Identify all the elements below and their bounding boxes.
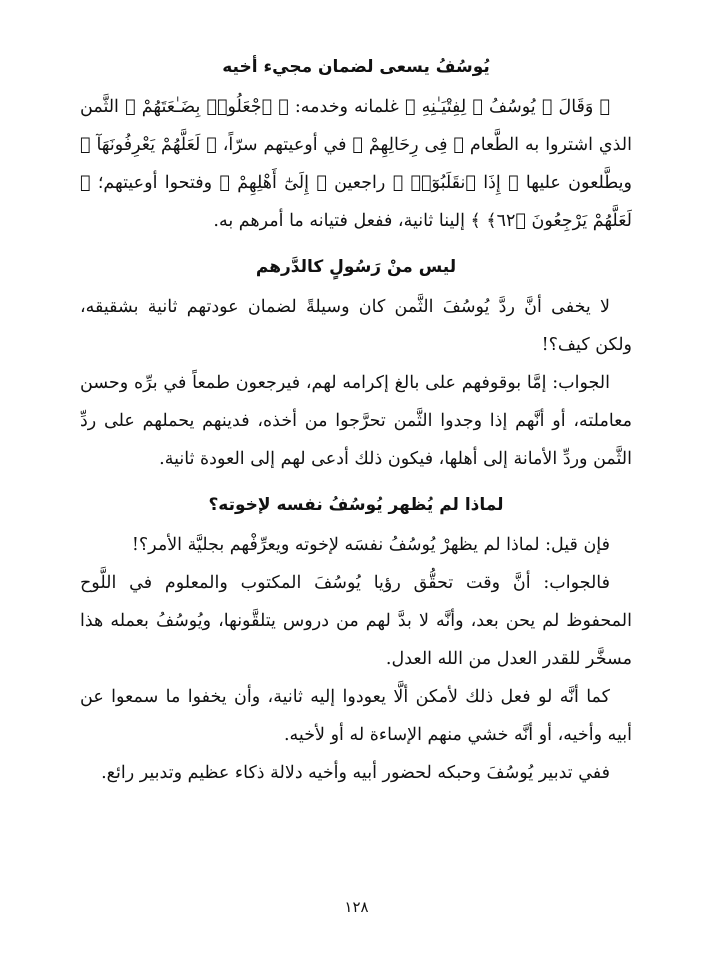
section-3-paragraph-2: فالجواب: أنَّ وقت تحقُّق رؤيا يُوسُفَ المكتوب والمعلوم في اللَّوح المحفوظ لم يحن بعد، وأنَّه لا بدَّ لهم من دروس يتلقَّونها، ويُوسُفُ بعمله هذا مسخَّر للقدر العدل من الله العدل. [80, 573, 632, 669]
section-2-paragraph-2: الجواب: إمَّا بوقوفهم على بالغ إكرامه لهم، فيرجعون طمعاً في برِّه وحسن معاملته، أو أنَّهم إذا وجدوا الثَّمن تحرَّجوا من أخذه، فدينهم يحملهم على ردِّ الثَّمن وردِّ الأمانة إلى أهلها، فيكون ذلك أدعى لهم إلى العودة ثانية. [80, 373, 632, 469]
page-body [80, 52, 632, 792]
section-title-2: ليس منْ رَسُولٍ كالدَّرهم [255, 257, 457, 277]
section-3-paragraph-3: كما أنَّه لو فعل ذلك لأمكن ألَّا يعودوا إليه ثانية، وأن يخفوا ما سمعوا عن أبيه وأخيه، أو أنَّه خشي منهم الإساءة له أو لأخيه. [80, 687, 632, 745]
section-title-3: لماذا لم يُظهر يُوسُفُ نفسه لإخوته؟ [208, 495, 504, 515]
page-number: ١٢٨ [344, 898, 369, 916]
section-3-paragraph-4: ففي تدبير يُوسُفَ وحبكه لحضور أبيه وأخيه دلالة ذكاء عظيم وتدبير رائع. [101, 763, 610, 783]
section-1-paragraph-1: ﴿ وَقَالَ ﴾ يُوسُفُ ﴿ لِفِتْيَـٰنِهِ ﴾ غلمانه وخدمه: ﴿ ٱجْعَلُوا۟ بِضَـٰعَتَهُمْ ﴾ الثَّمن الذي اشتروا به الطَّعام ﴿ فِى رِحَالِهِمْ ﴾ في أوعيتهم سرّاً، ﴿ لَعَلَّهُمْ يَعْرِفُونَهَآ ﴾ ويطَّلعون عليها ﴿ إِذَا ٱنقَلَبُوٓا۟ ﴾ راجعين ﴿ إِلَىٰٓ أَهْلِهِمْ ﴾ وفتحوا أوعيتهم؛ ﴿ لَعَلَّهُمْ يَرْجِعُونَ ﴿٦٢﴾ ﴾ إلينا ثانية، ففعل فتيانه ما أمرهم به. [80, 97, 632, 231]
section-3-paragraph-1: فإن قيل: لماذا لم يظهرْ يُوسُفُ نفسَه لإخوته ويعرِّفْهم بجليَّة الأمر؟! [131, 535, 610, 555]
section-2-paragraph-1: لا يخفى أنَّ ردَّ يُوسُفَ الثَّمن كان وسيلةً لضمان عودتهم ثانية بشقيقه، ولكن كيف؟! [80, 297, 632, 355]
section-title-1: يُوسُفُ يسعى لضمان مجيء أخيه [222, 57, 490, 77]
